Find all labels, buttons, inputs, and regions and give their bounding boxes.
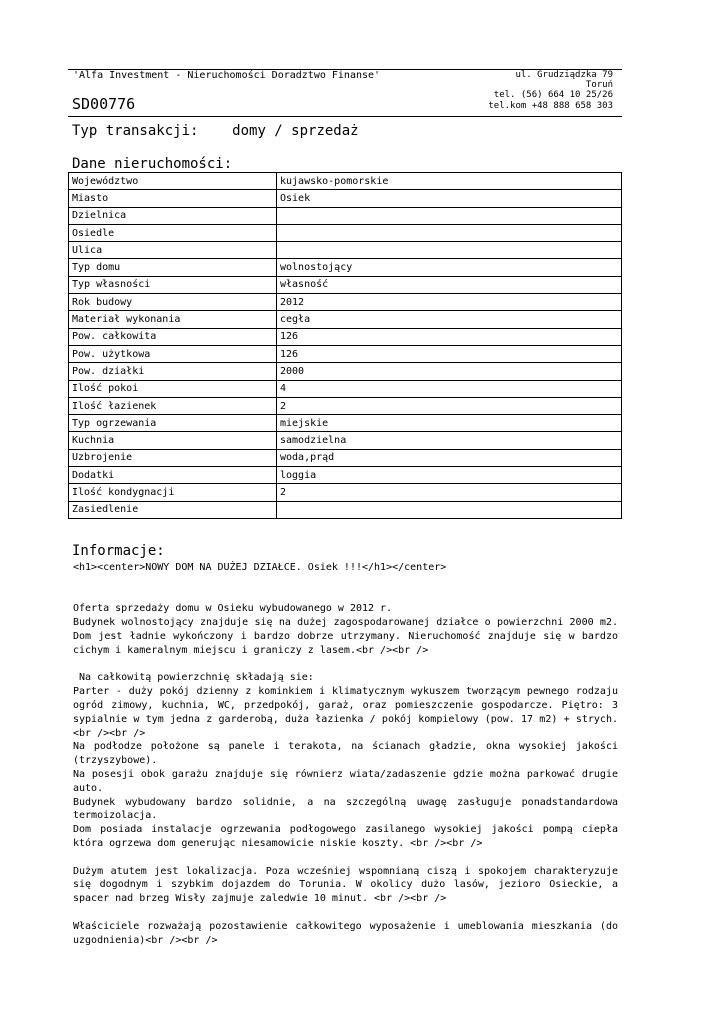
property-key: Ulica	[69, 242, 277, 259]
property-key: Województwo	[69, 173, 277, 190]
property-value: kujawsko-pomorskie	[277, 173, 622, 190]
property-row	[69, 467, 622, 484]
property-row	[69, 484, 622, 501]
property-key: Pow. całkowita	[69, 328, 277, 345]
property-value: loggia	[277, 467, 622, 484]
property-row	[69, 345, 622, 362]
address-city: Toruń	[585, 80, 613, 91]
property-value: 2012	[277, 294, 622, 311]
property-row	[69, 397, 622, 414]
transaction-value: domy / sprzedaż	[232, 123, 359, 139]
property-value: wolnostojący	[277, 259, 622, 276]
property-value: samodzielna	[277, 432, 622, 449]
property-row	[69, 173, 622, 190]
property-row	[69, 190, 622, 207]
agency-address	[488, 70, 613, 111]
info-paragraph: Dom posiada instalacje ogrzewania podłogowego zasilanego wysokiej jakości pompą ciepła która ogrzewa dom generując niesamowicie niskie koszty. <br /><br />	[73, 824, 618, 849]
property-row	[69, 224, 622, 241]
property-table	[68, 172, 622, 519]
info-paragraph: Na całkowitą powierzchnię składają sie:	[73, 672, 314, 684]
property-key: Typ domu	[69, 259, 277, 276]
property-row	[69, 380, 622, 397]
property-row	[69, 259, 622, 276]
property-key: Zasiedlenie	[69, 501, 277, 518]
property-value: 126	[277, 328, 622, 345]
property-key: Pow. działki	[69, 363, 277, 380]
property-key: Miasto	[69, 190, 277, 207]
property-value: woda,prąd	[277, 449, 622, 466]
property-row	[69, 207, 622, 224]
property-value: miejskie	[277, 415, 622, 432]
transaction-type	[72, 123, 359, 139]
info-paragraph: Budynek wybudowany bardzo solidnie, a na szczególną uwagę zasługuje ponadstandardowa termoizolacja.	[73, 796, 618, 822]
info-paragraph: Oferta sprzedaży domu w Osieku wybudowanego w 2012 r.	[73, 603, 393, 615]
info-heading: <h1><center>NOWY DOM NA DUŻEJ DZIAŁCE. Osiek !!!</h1></center>	[73, 562, 447, 573]
property-row	[69, 432, 622, 449]
property-key: Ilość łazienek	[69, 397, 277, 414]
transaction-label: Typ transakcji:	[72, 123, 199, 139]
property-key: Uzbrojenie	[69, 449, 277, 466]
property-key: Dodatki	[69, 467, 277, 484]
property-key: Osiedle	[69, 224, 277, 241]
info-paragraph: Budynek wolnostojący znajduje się na dużej zagospodarowanej działce o powierzchni 2000 m2. Dom jest ładnie wykończony i bardzo dobrze utrzymany. Nieruchomość znajduje się w bardzo cichym i kameralnym miejscu i graniczy z lasem.<br /><br />	[73, 617, 618, 656]
header-rule	[68, 116, 622, 117]
property-row	[69, 294, 622, 311]
property-key: Typ własności	[69, 276, 277, 293]
address-phone: tel. (56) 664 10 25/26	[493, 90, 613, 101]
listing-id: SD00776	[72, 95, 136, 113]
property-value: 2	[277, 484, 622, 501]
property-key: Kuchnia	[69, 432, 277, 449]
property-key: Materiał wykonania	[69, 311, 277, 328]
info-body	[73, 561, 618, 947]
property-key: Dzielnica	[69, 207, 277, 224]
property-row	[69, 311, 622, 328]
property-row	[69, 415, 622, 432]
property-row	[69, 449, 622, 466]
info-paragraph: Na podłodze położone są panele i terakota, na ścianach gładzie, okna wysokiej jakości (trzyszybowe).	[73, 741, 618, 767]
property-value: 4	[277, 380, 622, 397]
info-paragraph: Parter - duży pokój dzienny z kominkiem i klimatycznym wykuszem tworzącym pewnego rodzaju ogród zimowy, kuchnia, WC, przedpokój, garaż, oraz pomieszczenie gospodarcze. Piętro: 3 sypialnie w tym jedna z garderobą, duża łazienka / pokój kompielowy (pow. 17 m2) + strych.<br /><br />	[73, 686, 618, 739]
address-street: ul. Grudziądzka 79	[515, 70, 613, 80]
property-row	[69, 276, 622, 293]
property-value: cegła	[277, 311, 622, 328]
property-value	[277, 224, 622, 241]
property-section-title: Dane nieruchomości:	[72, 156, 233, 172]
company-name: 'Alfa Investment - Nieruchomości Doradztwo Finanse'	[73, 70, 381, 81]
info-section-title: Informacje:	[72, 543, 165, 559]
property-value: 2000	[277, 363, 622, 380]
info-paragraph: Dużym atutem jest lokalizacja. Poza wcześniej wspomnianą ciszą i spokojem charakteryzuje się dogodnym i szybkim dojazdem do Torunia. W okolicy dużo lasów, jezioro Osieckie, a spacer nad brzeg Wisły zajmuje zaledwie 10 minut. <br /><br />	[73, 865, 618, 905]
address-mobile: tel.kom +48 888 658 303	[488, 100, 613, 111]
info-paragraph: Na posesji obok garażu znajduje się równierz wiata/zadaszenie gdzie można parkować drugie auto.	[73, 768, 618, 794]
property-key: Ilość pokoi	[69, 380, 277, 397]
property-row	[69, 242, 622, 259]
property-value: własność	[277, 276, 622, 293]
property-value	[277, 207, 622, 224]
property-row	[69, 328, 622, 345]
property-value: 2	[277, 397, 622, 414]
property-value	[277, 501, 622, 518]
property-key: Pow. użytkowa	[69, 345, 277, 362]
info-paragraph: Właściciele rozważają pozostawienie całkowitego wyposażenie i umeblowania mieszkania (do uzgodnienia)<br /><br />	[73, 920, 618, 946]
property-key: Ilość kondygnacji	[69, 484, 277, 501]
property-key: Rok budowy	[69, 294, 277, 311]
property-key: Typ ogrzewania	[69, 415, 277, 432]
property-value	[277, 242, 622, 259]
property-row	[69, 363, 622, 380]
property-row	[69, 501, 622, 518]
property-value: 126	[277, 345, 622, 362]
property-value: Osiek	[277, 190, 622, 207]
